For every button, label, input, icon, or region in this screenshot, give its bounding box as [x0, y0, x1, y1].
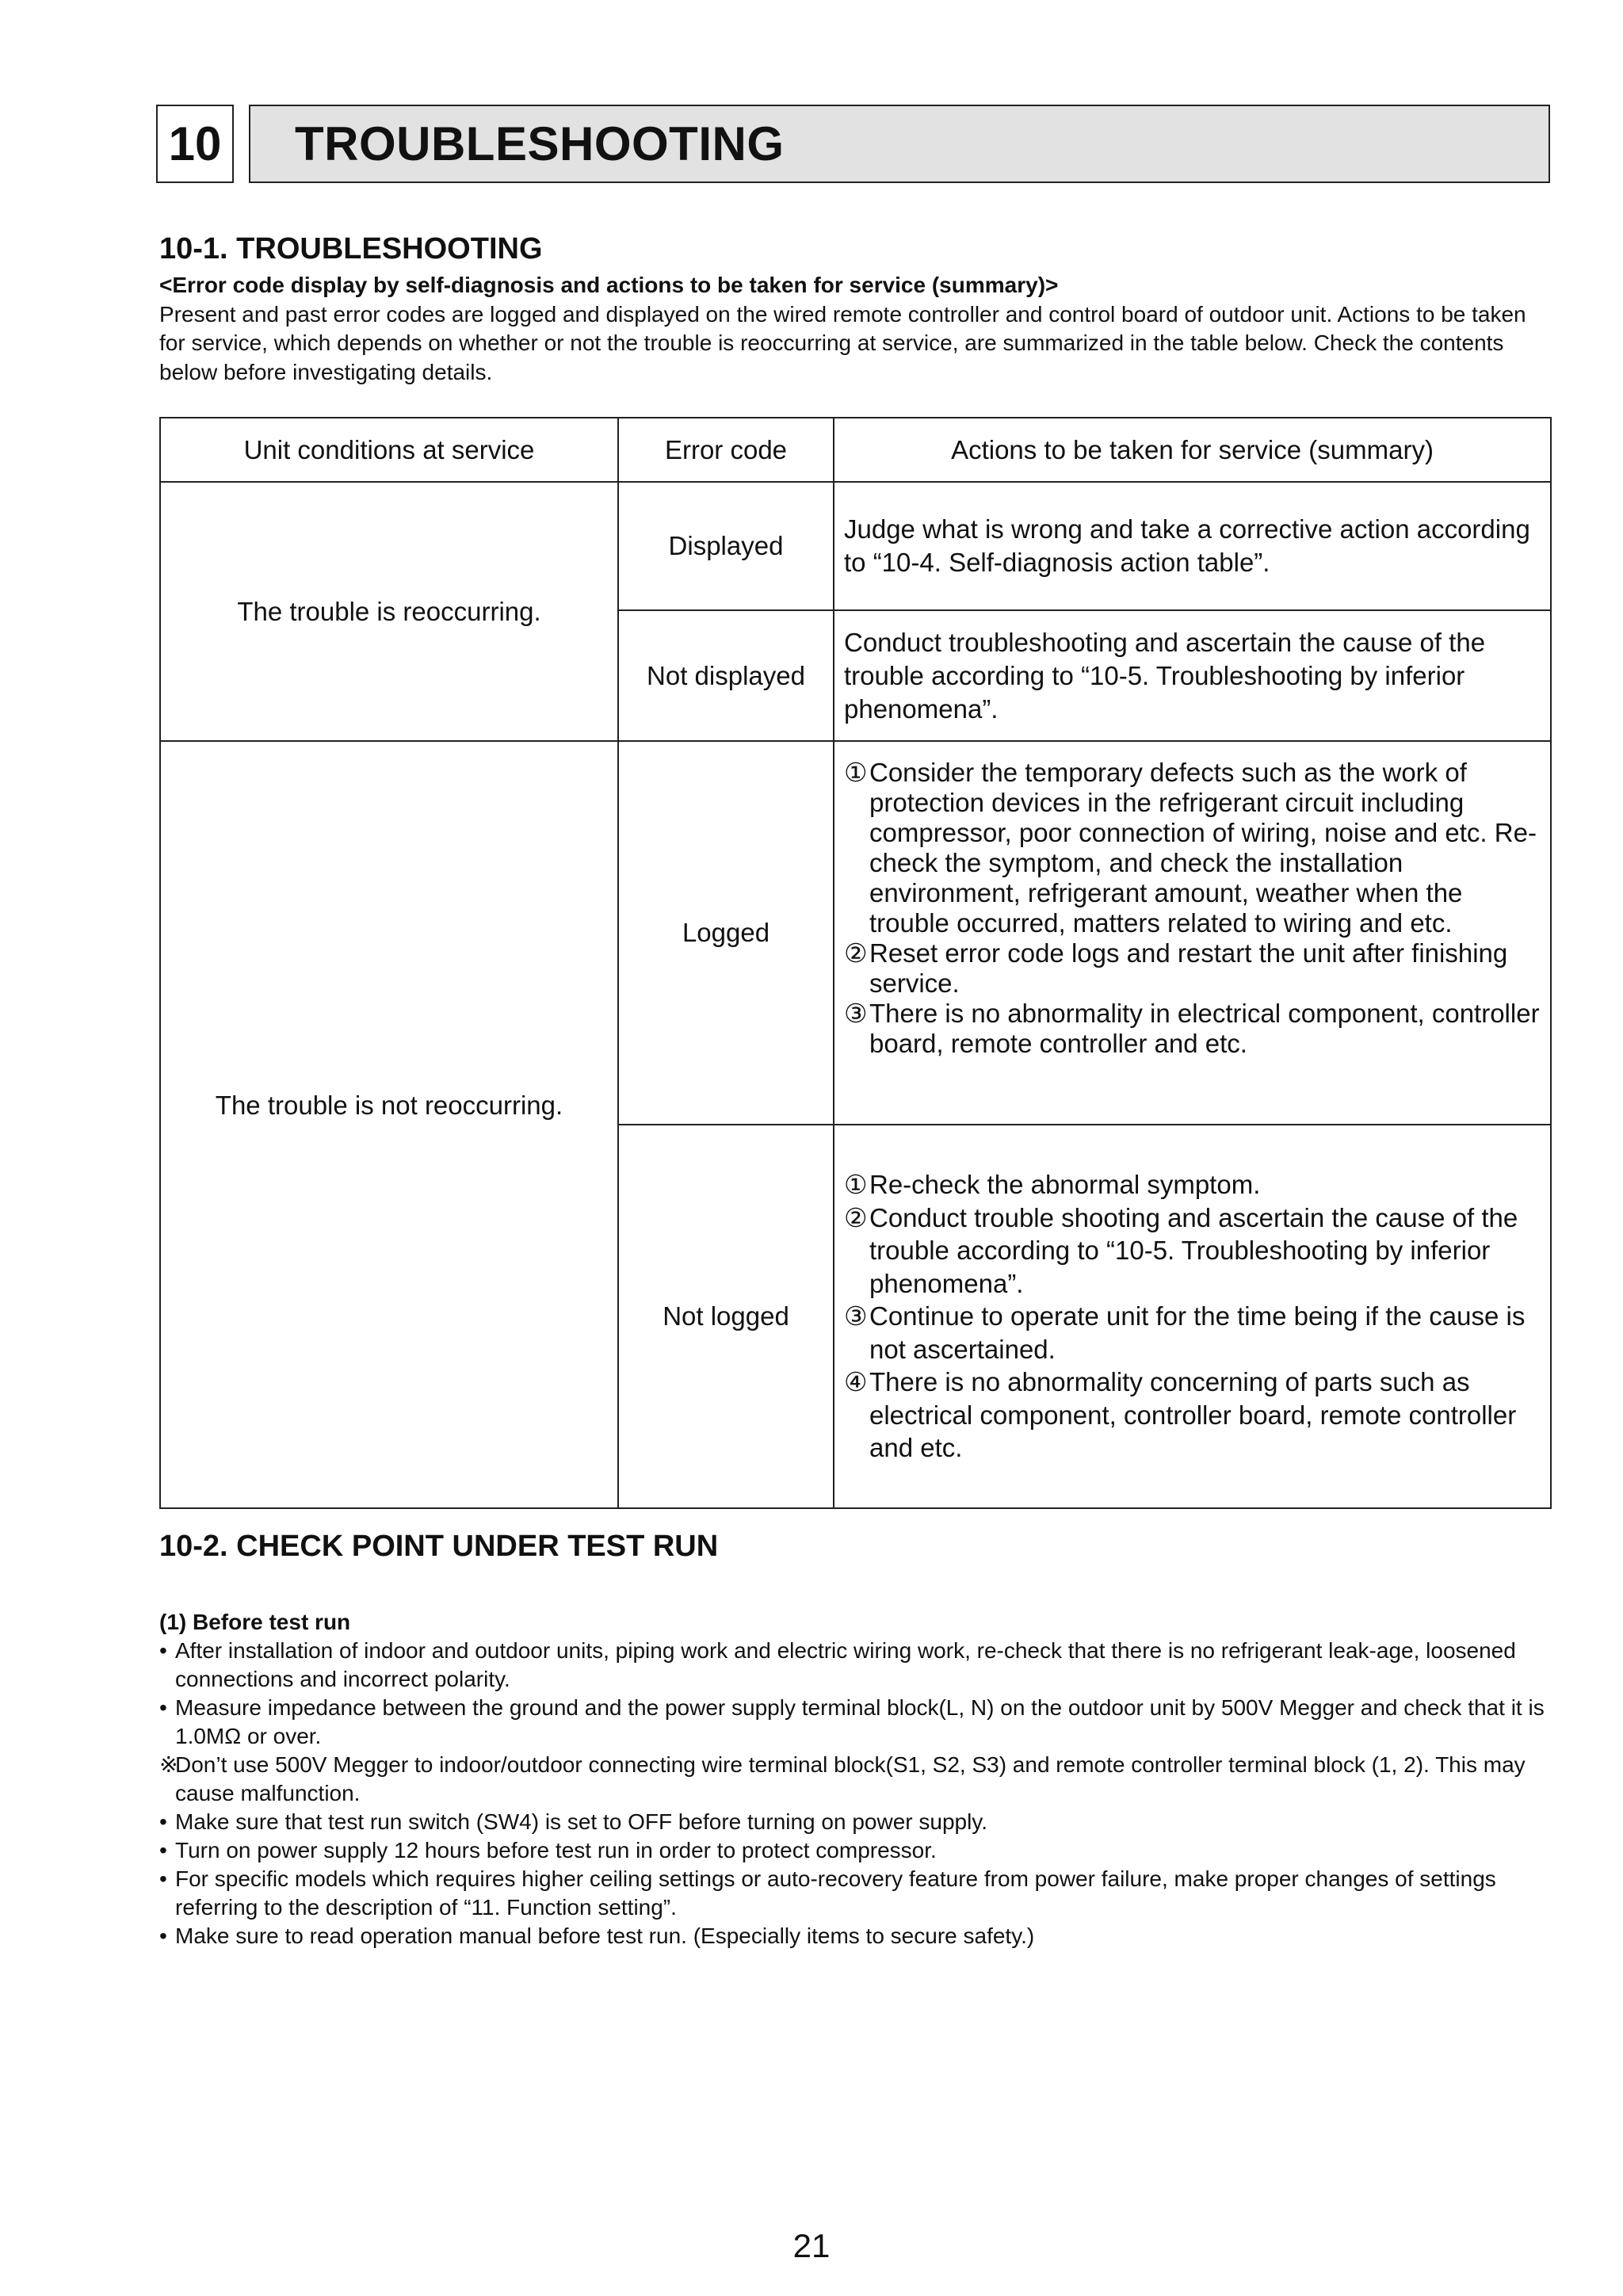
action-item: ③There is no abnormality in electrical component, controller board, remote controller and etc. — [844, 999, 1540, 1058]
list-item: • Measure impedance between the ground and the power supply terminal block(L, N) on the outdoor unit by 500V Megger and check that it is 1.0MΩ or over. — [159, 1695, 1545, 1748]
troubleshooting-table — [159, 417, 1552, 1509]
chapter-number: 10 — [156, 105, 234, 183]
chapter-title-bar — [249, 105, 1550, 183]
action-item: ③Continue to operate unit for the time being if the cause is not ascertained. — [844, 1301, 1526, 1364]
section-intro — [159, 271, 1554, 387]
page-number: 21 — [792, 2227, 831, 2264]
test-run-checklist — [159, 1637, 1554, 1950]
action-item: ①Consider the temporary defects such as the work of protection devices in the refrigerant circuit including compressor, poor connection of wiring, noise and etc. Re-check the symptom, and check the installation environment, refrigerant amount, weather when the trouble occurred, matters related to wiring and etc. — [844, 758, 1537, 938]
table-row — [160, 741, 1551, 1125]
action-cell — [834, 1125, 1551, 1508]
section-subtitle: <Error code display by self-diagnosis and actions to be taken for service (summary)> — [159, 273, 1059, 297]
error-code-cell: Not displayed — [618, 610, 834, 741]
subsection-heading: (1) Before test run — [159, 1610, 351, 1634]
action-cell: Judge what is wrong and take a corrective action according to “10-4. Self-diagnosis action table”. — [834, 482, 1551, 610]
action-item: ④There is no abnormality concerning of parts such as electrical component, controller board, remote controller and etc. — [844, 1367, 1517, 1463]
list-item: • Make sure that test run switch (SW4) is set to OFF before turning on power supply. — [159, 1809, 988, 1834]
table-header-row — [160, 418, 1551, 482]
header-unit-conditions: Unit conditions at service — [160, 418, 618, 482]
list-item: • Turn on power supply 12 hours before test run in order to protect compressor. — [159, 1838, 937, 1862]
chapter-title: TROUBLESHOOTING — [295, 117, 785, 170]
condition-reoccurring: The trouble is reoccurring. — [160, 482, 618, 741]
intro-paragraph: Present and past error codes are logged and displayed on the wired remote controller and control board of outdoor unit. Actions to be taken for service, which depends on whether or not the trouble is reoccurring at service, are summarized in the table below. Check the contents below before investigating details. — [159, 301, 1526, 384]
list-item: • Make sure to read operation manual before test run. (Especially items to secure safety.) — [159, 1924, 1035, 1948]
list-item: • For specific models which requires higher ceiling settings or auto-recovery feature from power failure, make proper changes of settings referring to the description of “11. Function setting”. — [159, 1866, 1496, 1920]
troubleshooting-table-wrapper — [159, 417, 1552, 1509]
action-item: ②Conduct trouble shooting and ascertain the cause of the trouble according to “10-5. Troubleshooting by inferior phenomena”. — [844, 1202, 1518, 1298]
header-error-code: Error code — [618, 418, 834, 482]
table-row — [160, 482, 1551, 610]
list-item: • After installation of indoor and outdoor units, piping work and electric wiring work, re-check that there is no refrigerant leak-age, loosened connections and incorrect polarity. — [159, 1638, 1516, 1691]
condition-not-reoccurring — [160, 741, 618, 1508]
action-cell — [834, 741, 1551, 1125]
section-title: 10-2. CHECK POINT UNDER TEST RUN — [159, 1530, 719, 1563]
error-code-cell: Logged — [618, 741, 834, 1125]
condition-not-reoccurring-text: The trouble is not reoccurring. — [215, 1091, 563, 1120]
section-title: 10-1. TROUBLESHOOTING — [159, 232, 543, 266]
action-cell: Conduct troubleshooting and ascertain the cause of the trouble according to “10-5. Troubleshooting by inferior phenomena”. — [834, 610, 1551, 741]
action-item: ②Reset error code logs and restart the unit after finishing service. — [844, 938, 1508, 998]
header-actions: Actions to be taken for service (summary) — [834, 418, 1551, 482]
error-code-cell: Displayed — [618, 482, 834, 610]
list-item: ※Don’t use 500V Megger to indoor/outdoor connecting wire terminal block(S1, S2, S3) and remote controller terminal block (1, 2). This may cause malfunction. — [159, 1752, 1526, 1805]
error-code-cell: Not logged — [618, 1125, 834, 1508]
action-item: ①Re-check the abnormal symptom. — [844, 1170, 1261, 1200]
